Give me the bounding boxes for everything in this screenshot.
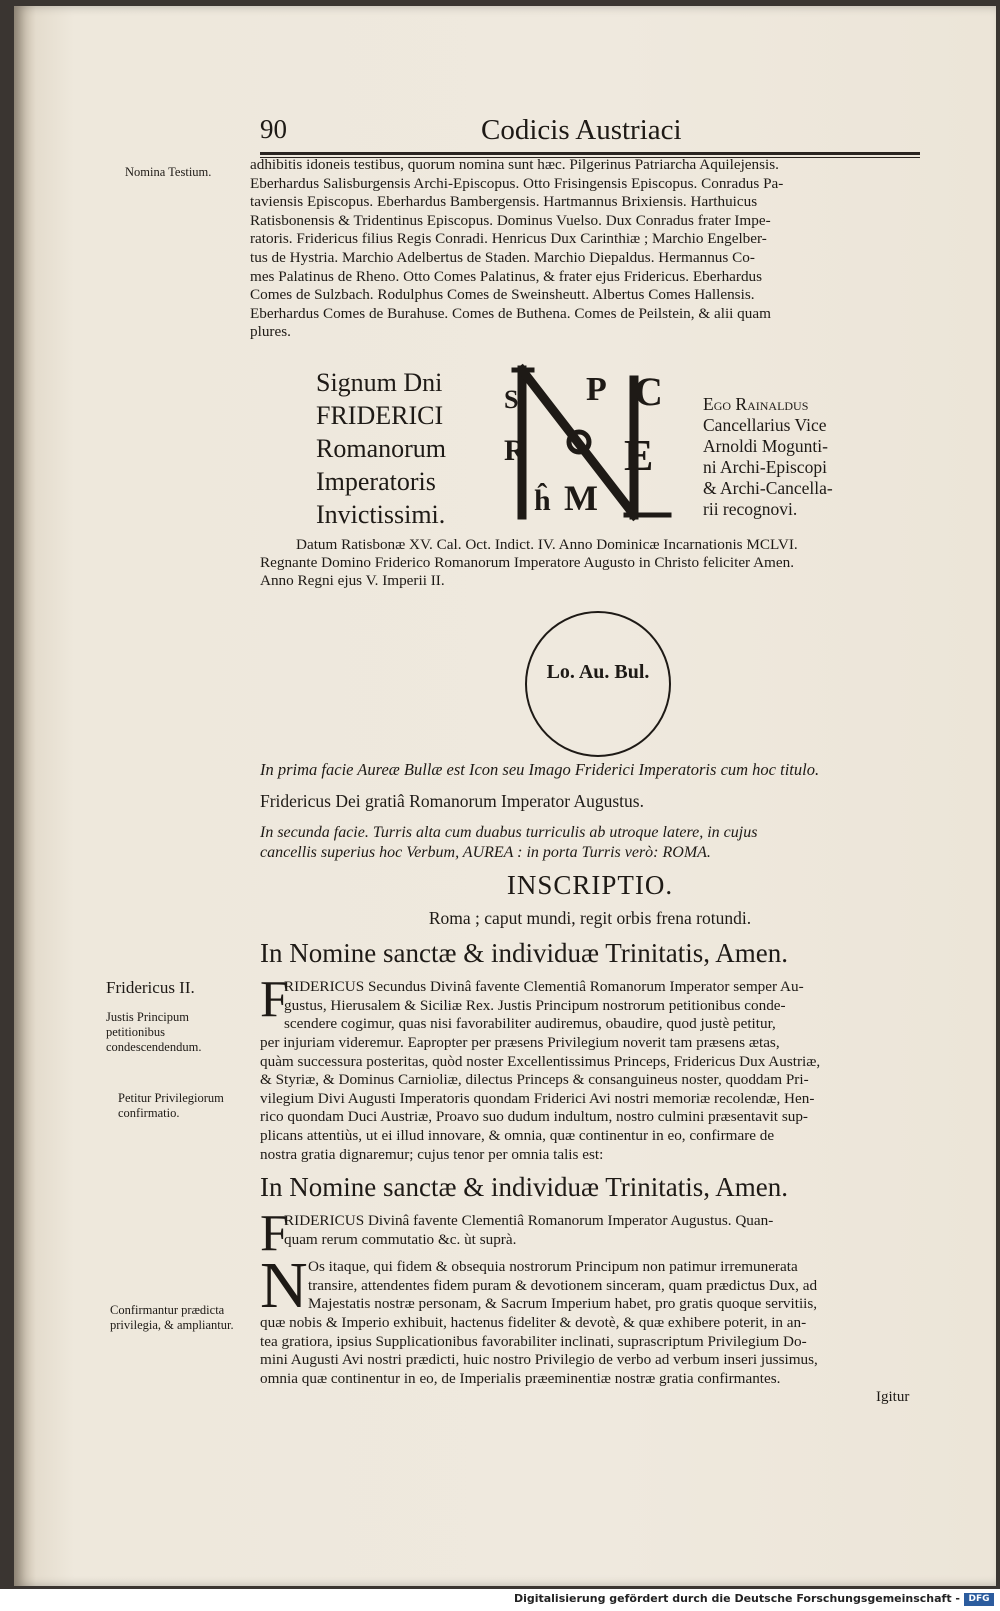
text-line: Majestatis nostræ personam, & Sacrum Imperium habet, pro gratis quoque servitiis, (308, 1295, 818, 1313)
footer-credit: Digitalisierung gefördert durch die Deutsche Forschungsgemeinschaft - (513, 1592, 960, 1605)
text-line: vilegium Divi Augusti Imperatoris quondam Friderici Avi nostri memoriæ recolendæ, Hen- (260, 1089, 815, 1107)
text-line: Os itaque, qui fidem & obsequia nostrorum Principum non patimur irremunerata (308, 1258, 798, 1275)
inscriptio-text: Roma ; caput mundi, regit orbis frena rotundi. (428, 908, 752, 928)
drop-capital: N (260, 1249, 308, 1322)
bulla-secunda-line: In secunda facie. Turris alta cum duabus turriculis ab utroque latere, in cujus (260, 824, 758, 841)
signum-line: FRIDERICI (316, 401, 444, 430)
monogram-letter: E (624, 431, 654, 480)
drop-capital: F (260, 1205, 289, 1262)
monogram-letter: C (634, 369, 663, 414)
charter-paragraph (284, 1212, 920, 1249)
text-line: Anno Regni ejus V. Imperii II. (260, 572, 445, 589)
book-page (14, 6, 996, 1586)
signum-line: Imperatoris (316, 467, 436, 496)
invocation-heading: In Nomine sanctæ & individuæ Trinitatis, Amen. (260, 938, 789, 968)
text-line: Eberhardus Salisburgensis Archi-Episcopus. Otto Frisingensis Episcopus. Conradus Pa- (250, 174, 784, 192)
charter-paragraph (308, 1258, 920, 1314)
margin-note-nomina-testium: Nomina Testium. (125, 165, 212, 179)
invocation-heading: In Nomine sanctæ & individuæ Trinitatis, Amen. (260, 1172, 789, 1202)
recognition-line: Arnoldi Mogunti- (703, 436, 828, 456)
text-line: Eberhardus Comes de Burahuse. Comes de Buthena. Comes de Peilstein, & alii quam (250, 304, 771, 322)
signum-line: Romanorum (316, 434, 446, 463)
margin-note-justis: Justis Principum petitionibus condescendendum. (106, 1010, 202, 1054)
monogram-letter: P (586, 371, 607, 408)
text-line: quàm successura posteritas, quòd noster Excellentissimus Princeps, Fridericus Dux Austriæ, (260, 1052, 821, 1070)
text-line: Datum Ratisbonæ XV. Cal. Oct. Indict. IV. Anno Dominicæ Incarnationis MCLVI. (296, 536, 798, 553)
text-line: adhibitis idoneis testibus, quorum nomina sunt hæc. Pilgerinus Patriarcha Aquilejensis. (250, 156, 779, 173)
text-line: Ratisbonensis & Tridentinus Episcopus. Dominus Vuelso. Dux Conradus frater Impe- (250, 211, 771, 229)
text-line: gustus, Hierusalem & Siciliæ Rex. Justis Principum nostrorum petitionibus conde- (284, 996, 786, 1014)
imperial-monogram (504, 360, 684, 525)
text-line: quam rerum commutatio &c. ùt suprà. (284, 1230, 517, 1248)
text-line: scendere cogimur, quas nisi favorabiliter audiremus, obaudire, quod justè petitur, (284, 1015, 776, 1033)
seal-circle (525, 611, 671, 757)
text-line: quæ nobis & Imperio exhibuit, hactenus fideliter & devotè, & quæ exhibere poterit, in an- (260, 1314, 807, 1331)
charter-paragraph (284, 978, 920, 1034)
text-line: tea gratiora, ipsius Supplicationibus favorabiliter inclinati, suprascriptum Privilegium Do- (260, 1332, 807, 1350)
text-line: RIDERICUS Divinâ favente Clementiâ Romanorum Imperator Augustus. Quan- (284, 1212, 774, 1229)
signum-line: Signum Dni (316, 368, 443, 397)
recognition-line: Ego Rainaldus (703, 394, 809, 414)
text-line: Regnante Domino Friderico Romanorum Imperatore Augusto in Christo feliciter Amen. (260, 554, 794, 571)
catchword: Igitur (876, 1389, 910, 1405)
page-number: 90 (260, 114, 287, 144)
signum-line: Invictissimi. (316, 500, 446, 529)
drop-capital: F (260, 971, 289, 1028)
recognition-line: & Archi-Cancella- (703, 478, 833, 498)
text-line: plures. (250, 323, 291, 341)
monogram-letter: ĥ (534, 484, 551, 517)
seal-label: Lo. Au. Bul. (546, 661, 650, 683)
text-line: per injuriam videremur. Eapropter per præsens Privilegium noverit tam præsens ætas, (260, 1034, 780, 1051)
chancellor-recognition (703, 394, 833, 520)
text-line: nostra gratia dignaremur; cujus tenor per omnia talis est: (260, 1145, 604, 1163)
dfg-logo: DFG (964, 1593, 994, 1606)
inscriptio-heading: INSCRIPTIO. (506, 870, 674, 900)
text-line: tus de Hystria. Marchio Adelbertus de Staden. Marchio Diepaldus. Hermannus Co- (250, 248, 755, 266)
text-line: RIDERICUS Secundus Divinâ favente Clementiâ Romanorum Imperator semper Au- (284, 978, 804, 995)
datum-clause (260, 536, 920, 590)
text-line: taviensis Episcopus. Eberhardus Bambergensis. Hartmannus Brixiensis. Harthuicus (250, 193, 758, 211)
bulla-prima-facie: In prima facie Aureæ Bullæ est Icon seu Imago Friderici Imperatoris cum hoc titulo. (260, 760, 820, 779)
header-rule (260, 152, 920, 155)
bulla-prima-text: Fridericus Dei gratiâ Romanorum Imperator Augustus. (260, 791, 644, 811)
text-line: rico quondam Duci Austriæ, Proavo suo dudum indultum, nostro culmini præsentavit sup- (260, 1108, 808, 1126)
margin-note-petitur: Petitur Privilegiorum confirmatio. (118, 1091, 224, 1120)
monogram-letter: R (504, 434, 526, 467)
text-line: mini Augusti Avi nostri prædicti, huic nostro Privilegio de verbo ad verbum inseri jussimus, (260, 1351, 818, 1369)
text-line: omnia quæ continentur in eo, de Imperialis præeminentiæ nostræ gratia confirmantes. (260, 1369, 781, 1387)
charter-paragraph-cont (260, 1314, 920, 1388)
digitization-footer (0, 1589, 1000, 1611)
margin-note-confirmantur: Confirmantur prædicta privilegia, & ampliantur. (110, 1303, 234, 1332)
margin-note-fridericus: Fridericus II. (106, 978, 195, 997)
recognition-line: ni Archi-Episcopi (703, 457, 827, 477)
witnesses-paragraph (250, 156, 920, 342)
text-line: mes Palatinus de Rheno. Otto Comes Palatinus, & frater ejus Fridericus. Eberhardus (250, 267, 763, 285)
recognition-line: rii recognovi. (703, 499, 798, 519)
recognition-line: Cancellarius Vice (703, 415, 827, 435)
text-line: Comes de Sulzbach. Rodulphus Comes de Sweinsheutt. Albertus Comes Hallensis. (250, 286, 755, 304)
text-line: transire, attendentes fidem puram & devotionem sinceram, quam prædictus Dux, ad (308, 1276, 818, 1294)
signum-text (316, 366, 446, 531)
text-line: plicans attentiùs, ut ei illud innovare, & omnia, quæ continentur in eo, confirmare de (260, 1126, 775, 1144)
running-title: Codicis Austriaci (481, 114, 682, 146)
bulla-secunda-line: cancellis superius hoc Verbum, AUREA : in porta Turris verò: ROMA. (260, 844, 711, 861)
charter-paragraph-cont (260, 1034, 920, 1164)
text-line: & Styriæ, & Dominus Carnioliæ, dilectus Princeps & consanguineus noster, quoddam Pri- (260, 1071, 809, 1089)
text-line: ratoris. Fridericus filius Regis Conradi. Henricus Dux Carinthiæ ; Marchio Engelber- (250, 230, 767, 248)
monogram-letter: S (504, 385, 519, 414)
monogram-letter: M (564, 478, 598, 518)
